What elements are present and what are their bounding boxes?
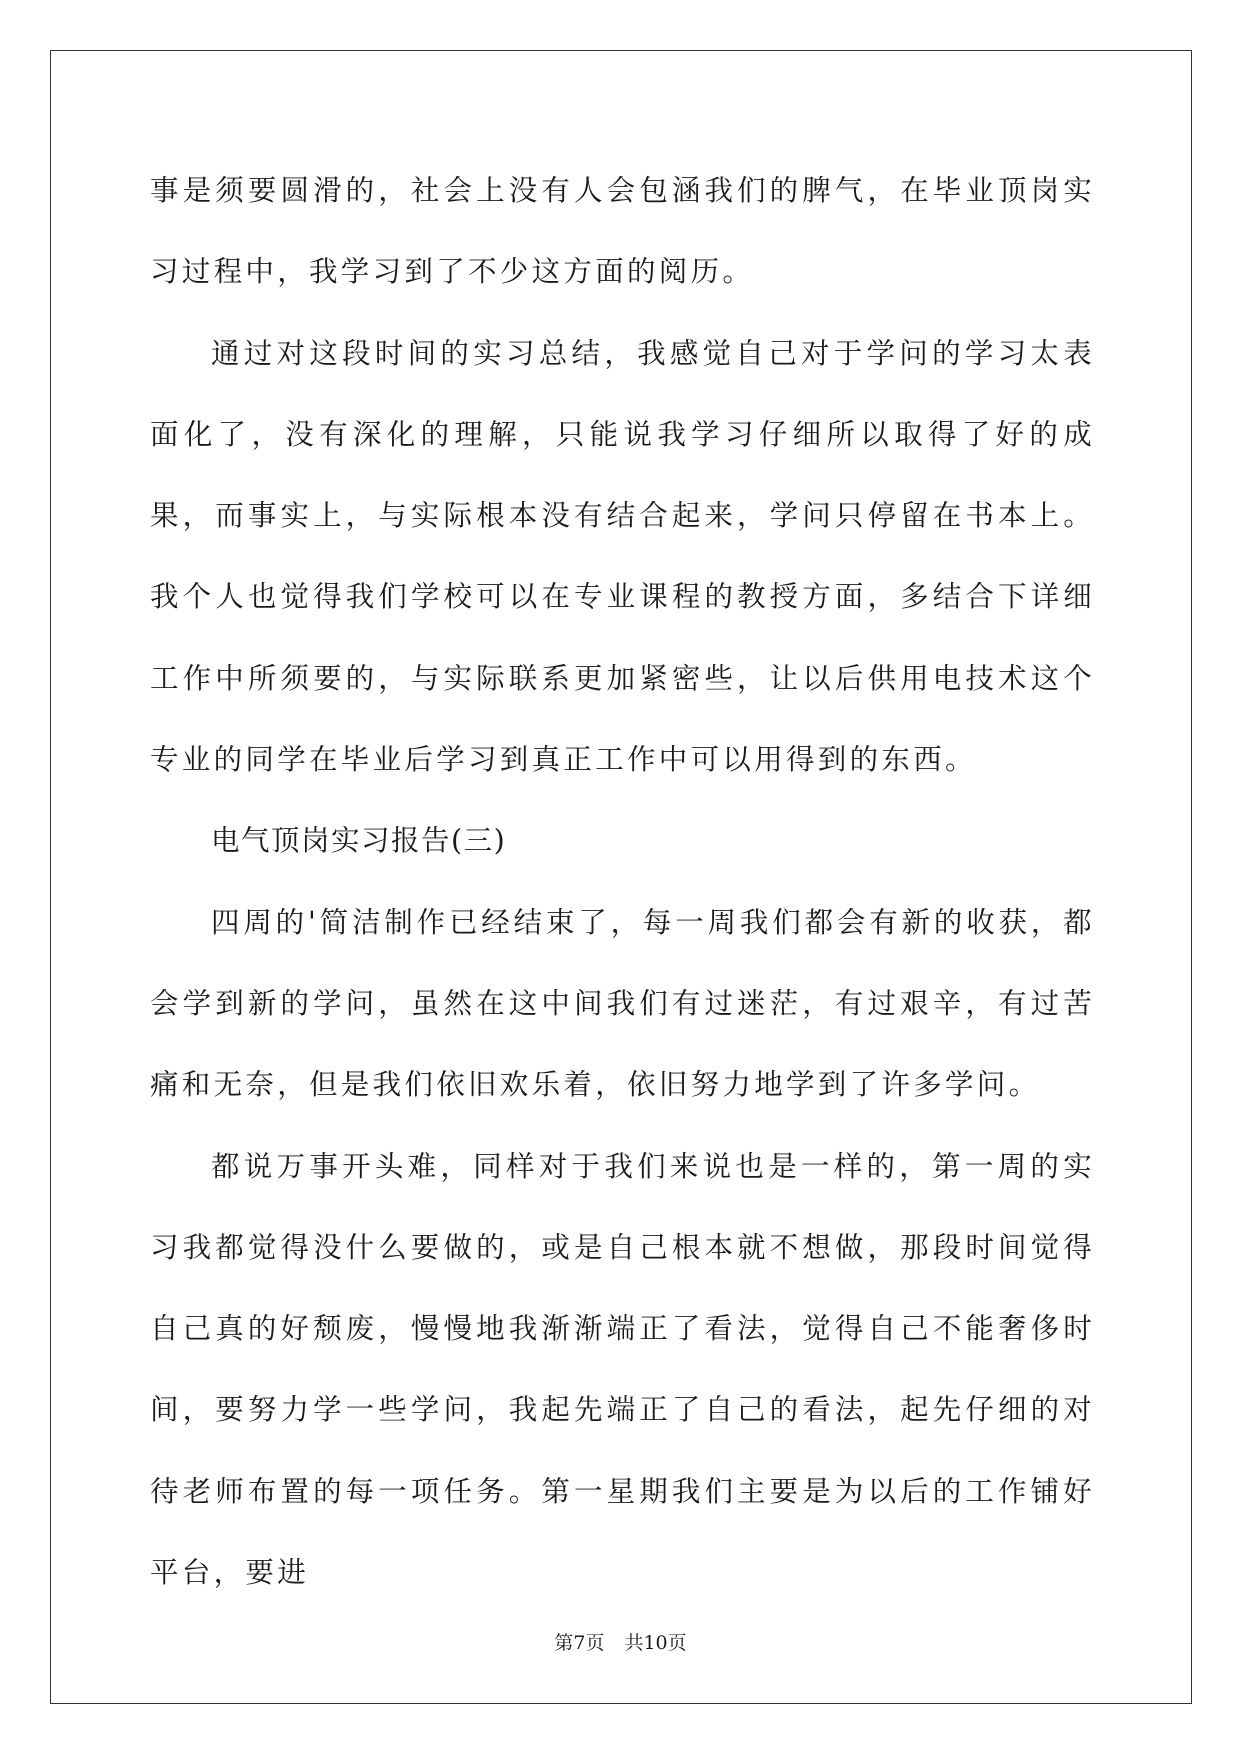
page-total: 共10页 [624, 1632, 687, 1654]
page-footer [0, 1628, 1241, 1655]
page-number: 第7页 [554, 1632, 605, 1654]
section-heading: 电气顶岗实习报告(三) [211, 824, 507, 858]
paragraph: 通过对这段时间的实习总结，我感觉自己对于学问的学习太表面化了，没有深化的理解，只能说我学习仔细所以取得了好的成果，而事实上，与实际根本没有结合起来，学问只停留在书本上。我个人也觉得我们学校可以在专业课程的教授方面，多结合下详细工作中所须要的，与实际联系更加紧密些，让以后供用电技术这个专业的同学在毕业后学习到真正工作中可以用得到的东西。 [150, 336, 1095, 777]
paragraph: 四周的'简洁制作已经结束了，每一周我们都会有新的收获，都会学到新的学问，虽然在这中间我们有过迷茫，有过艰辛，有过苦痛和无奈，但是我们依旧欢乐着，依旧努力地学到了许多学问。 [150, 905, 1095, 1102]
paragraph: 都说万事开头难，同样对于我们来说也是一样的，第一周的实习我都觉得没什么要做的，或是自己根本就不想做，那段时间觉得自己真的好颓废，慢慢地我渐渐端正了看法，觉得自己不能奢侈时间，要努力学一些学问，我起先端正了自己的看法，起先仔细的对待老师布置的每一项任务。第一星期我们主要是为以后的工作铺好平台，要进 [150, 1149, 1095, 1590]
document-body [150, 150, 1095, 1613]
paragraph: 事是须要圆滑的，社会上没有人会包涵我们的脾气，在毕业顶岗实习过程中，我学习到了不少这方面的阅历。 [150, 174, 1095, 289]
